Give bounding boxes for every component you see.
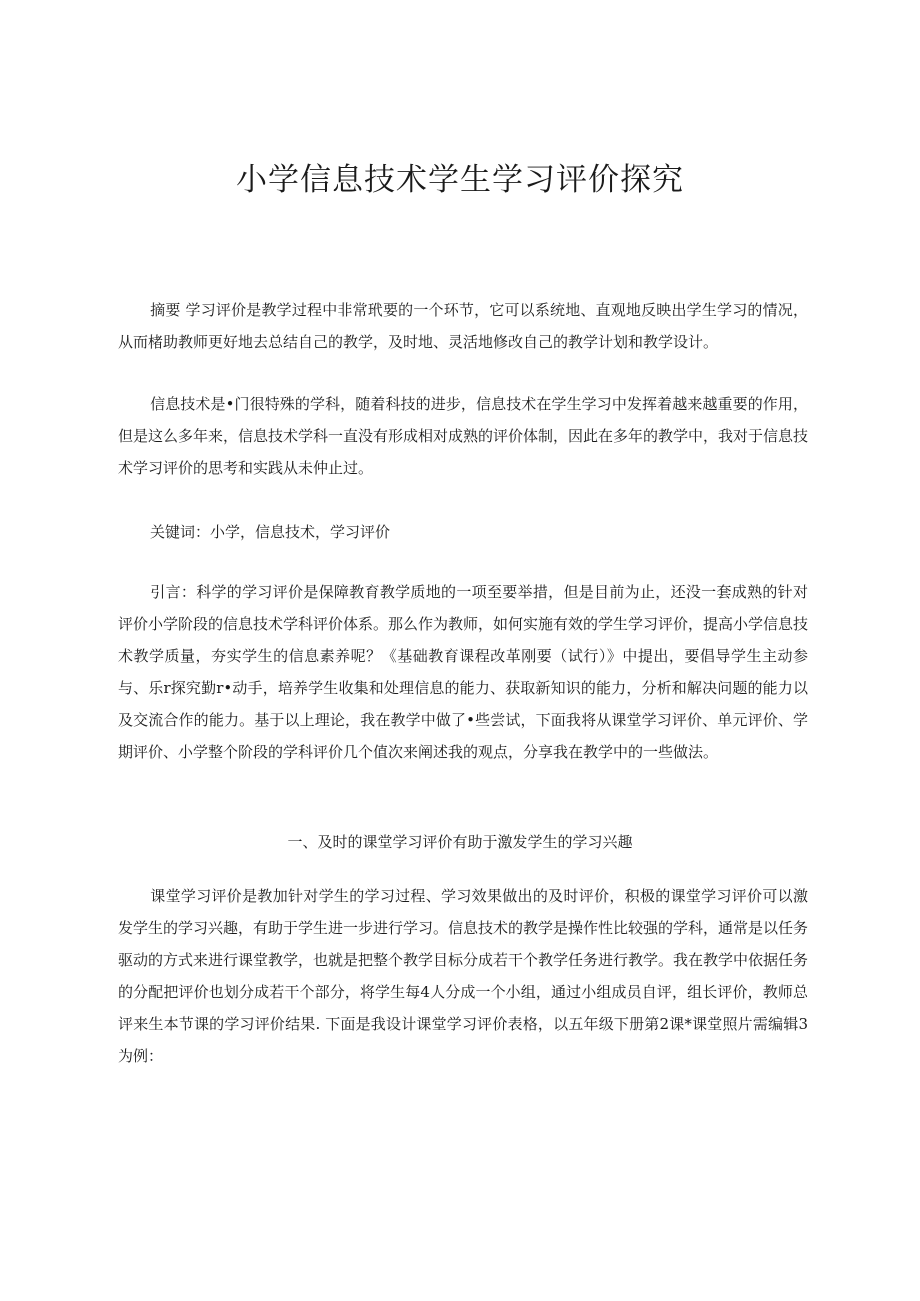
info-tech-paragraph bbox=[118, 388, 808, 484]
abstract-text: 摘要 学习评价是教学过程中非常玳要的一个环节，它可以系统地、直观地反映出学生学习的情况，从而楮助教师更好地去总结自己的教学，及时地、灵活地修改自己的教学计划和教学设计。 bbox=[118, 301, 808, 351]
keywords-paragraph bbox=[118, 516, 808, 548]
section-paragraph bbox=[118, 880, 808, 1072]
section-text: 课堂学习评价是教加针对学生的学习过程、学习效果做出的及时评价，积极的课堂学习评价可以激发学生的学习兴趣，有助于学生进一步进行学习。信息技术的教学是操作性比较强的学科，通常是以任务驱动的方式来进行课堂教学，也就是把整个教学目标分成若干个教学任务进行教学。我在教学中依据任务的分配把评价也划分成若干个部分，将学生每4人分成一个小组，通过小组成员自评，组长评价，教师总评来生本节课的学习评价结果. 下面是我设计课堂学习评价表格，以五年级下册第2课*课堂照片需编辑3为例： bbox=[118, 887, 809, 1065]
info-tech-text: 信息技术是•门很特殊的学科，随着科技的进步，信息技术在学生学习中发挥着越来越重要的作用，但是这么多年来，信息技术学科一直没有形成相对成熟的评价体制，因此在多年的教学中，我对于信息技术学习评价的思考和实践从未仲止过。 bbox=[118, 395, 809, 477]
section-heading: 一、及时的课堂学习评价有助于激发学生的学习兴趣 bbox=[287, 833, 633, 851]
keywords-text: 关键词：小学，信息技术，学习评价 bbox=[150, 523, 391, 541]
introduction-text: 引言：科学的学习评价是保障教育教学质地的一项至要举措，但是目前为止，还没一套成熟的针对评价小学阶段的信息技术学科评价体系。那么作为教师，如何实施有效的学生学习评价，提高小学信息技术教学质量，夯实学生的信息素养呢？《基础教育课程改革刚要（试行）》中提出，要倡导学生主动参与、乐r探究勤r•动手，培养学生收集和处理信息的能力、获取新知识的能力，分析和解决问题的能力以及交流合作的能力。基于以上理论，我在教学中做了•些尝试，下面我将从课堂学习评价、单元评价、学期评价、小学整个阶段的学科评价几个值次来阐述我的观点，分享我在教学中的一些做法。 bbox=[118, 583, 809, 761]
abstract-paragraph bbox=[118, 294, 808, 358]
introduction-paragraph bbox=[118, 576, 808, 768]
document-title: 小学信息技术学生学习评价探究 bbox=[236, 162, 684, 198]
